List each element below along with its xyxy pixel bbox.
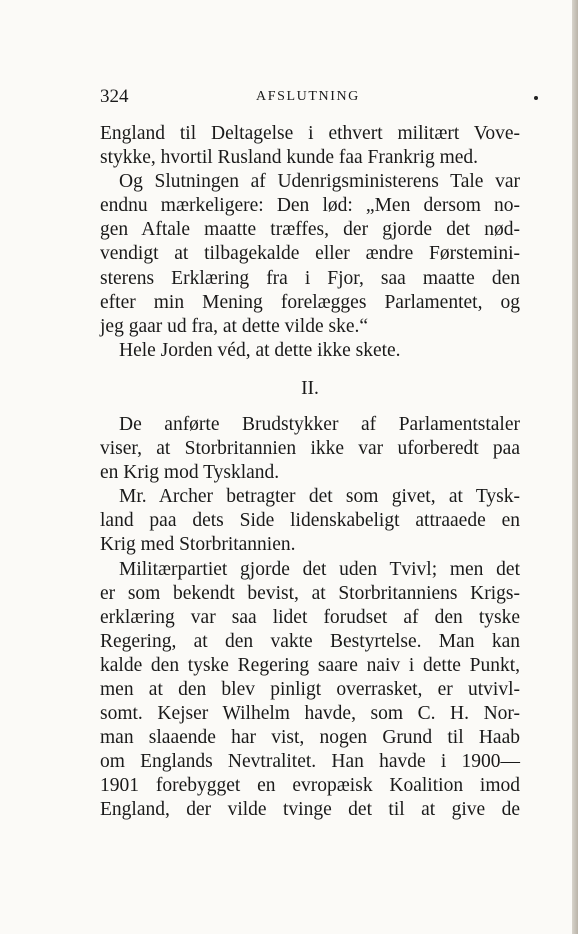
text-line: er som bekendt bevist, at Storbritanniens Krigs- (100, 582, 520, 604)
text-line: jeg gaar ud fra, at dette vilde ske.“ (100, 315, 369, 337)
text-line: en Krig mod Tyskland. (100, 462, 280, 484)
page-number: 324 (100, 86, 129, 107)
text-line: 1901 forebygget en evropæisk Koalition imod (100, 775, 520, 797)
section-heading: II. (301, 377, 319, 399)
text-line: De anførte Brudstykker af Parlamentstaler (119, 413, 520, 435)
page-header (100, 86, 544, 110)
text-line: efter min Mening forelægges Parlamentet, og (100, 291, 520, 313)
text-line: endnu mærkeligere: Den lød: „Men dersom no- (100, 195, 520, 217)
text-line: men at den blev pinligt overrasket, er utvivl- (100, 678, 520, 700)
text-line: somt. Kejser Wilhelm havde, som C. H. Nor- (100, 703, 520, 725)
text-line: vendigt at tilbagekalde eller ændre Førstemini- (100, 243, 520, 265)
page-edge (572, 0, 578, 934)
text-line: Og Slutningen af Udenrigsministerens Tale var (119, 171, 520, 193)
text-line: Hele Jorden véd, at dette ikke skete. (119, 339, 401, 361)
text-line: Militærpartiet gjorde det uden Tvivl; men det (119, 558, 520, 580)
text-line: Krig med Storbritannien. (100, 534, 296, 556)
text-line: kalde den tyske Regering saare naiv i dette Punkt, (100, 654, 520, 676)
running-head: AFSLUTNING (256, 89, 360, 104)
text-line: gen Aftale maatte træffes, der gjorde det nød- (100, 219, 520, 241)
ink-speck (534, 96, 538, 100)
text-line: Mr. Archer betragter det som givet, at Tysk- (119, 486, 520, 508)
text-line: sterens Erklæring fra i Fjor, saa maatte den (100, 267, 520, 289)
text-line: land paa dets Side lidenskabeligt attraaede en (100, 510, 520, 532)
text-line: viser, at Storbritannien ikke var uforberedt paa (100, 438, 520, 460)
text-line: stykke, hvortil Rusland kunde faa Frankrig med. (100, 147, 479, 169)
text-line: England, der vilde tvinge det til at give de (100, 799, 520, 821)
text-line: England til Deltagelse i ethvert militært Vove- (100, 123, 520, 144)
text-line: om Englands Nevtralitet. Han havde i 1900— (100, 751, 520, 773)
body-text (100, 122, 520, 823)
text-line: man slaaende har vist, nogen Grund til Haab (100, 727, 520, 749)
text-line: erklæring var saa lidet forudset af den tyske (100, 606, 520, 628)
text-line: Regering, at den vakte Bestyrtelse. Man kan (100, 630, 520, 652)
